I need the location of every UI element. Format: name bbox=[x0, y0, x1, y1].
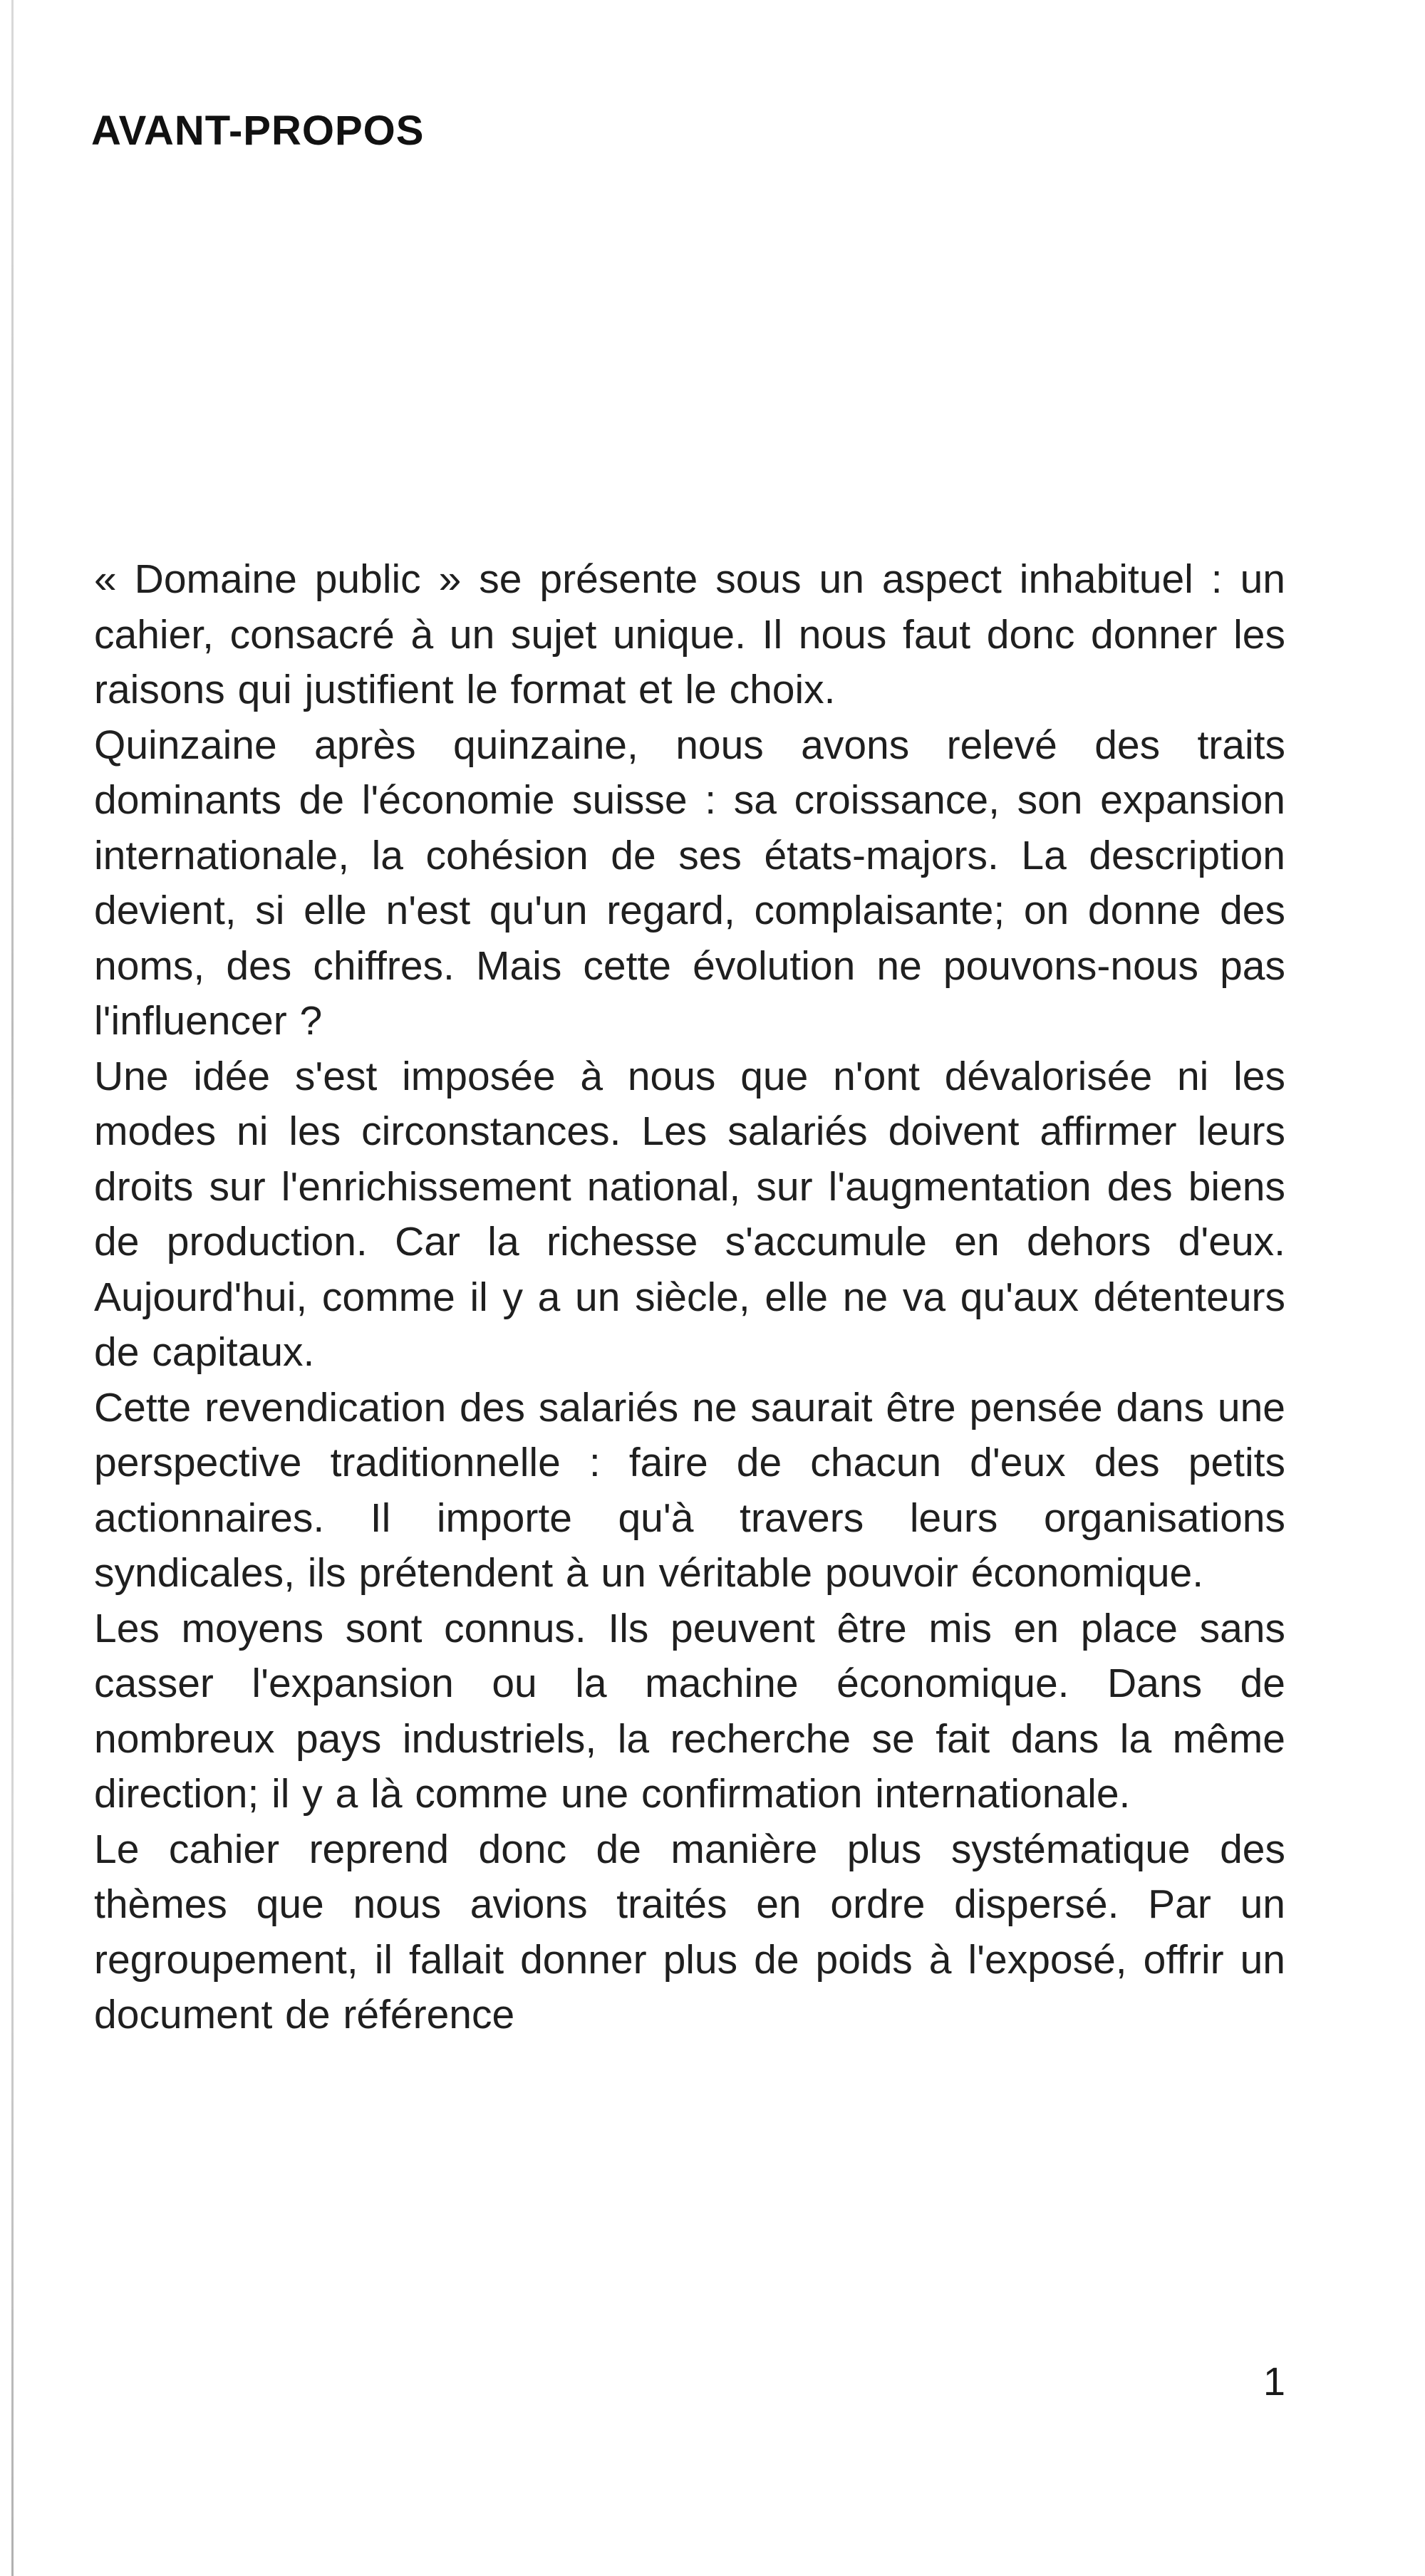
body-text bbox=[94, 552, 1285, 2043]
page-number: 1 bbox=[1263, 2359, 1285, 2404]
paragraph-1: « Domaine public » se présente sous un aspect inhabituel : un cahier, consacré à un sujet unique. Il nous faut donc donner les raisons qui justifient le format et le choix. bbox=[94, 556, 1285, 712]
section-heading: AVANT-PROPOS bbox=[91, 108, 425, 154]
paragraph-5: Les moyens sont connus. Ils peuvent être mis en place sans casser l'expansion ou la machine économique. Dans de nombreux pays industriels, la recherche se fait dans la même direction; il y a là comme une confirmation internationale. bbox=[94, 1605, 1285, 1817]
page-edge-line bbox=[11, 0, 14, 2576]
paragraph-6: Le cahier reprend donc de manière plus systématique des thèmes que nous avions traités en ordre dispersé. Par un regroupement, il fallait donner plus de poids à l'exposé, offrir un document de référence bbox=[94, 1826, 1285, 2037]
paragraph-2: Quinzaine après quinzaine, nous avons relevé des traits dominants de l'économie suisse : sa croissance, son expansion internationale, la cohésion de ses états-majors. La description devient, si elle n'est qu'un regard, complaisante; on donne des noms, des chiffres. Mais cette évolution ne pouvons-nous pas l'influencer ? bbox=[94, 722, 1285, 1044]
paragraph-3: Une idée s'est imposée à nous que n'ont dévalorisée ni les modes ni les circonstances. Les salariés doivent affirmer leurs droits sur l'enrichissement national, sur l'augmentation des biens de production. Car la richesse s'accumule en dehors d'eux. Aujourd'hui, comme il y a un siècle, elle ne va qu'aux détenteurs de capitaux. bbox=[94, 1053, 1285, 1375]
paragraph-4: Cette revendication des salariés ne saurait être pensée dans une perspective traditionnelle : faire de chacun d'eux des petits actionnaires. Il importe qu'à travers leurs organisations syndicales, ils prétendent à un véritable pouvoir économique. bbox=[94, 1384, 1285, 1596]
